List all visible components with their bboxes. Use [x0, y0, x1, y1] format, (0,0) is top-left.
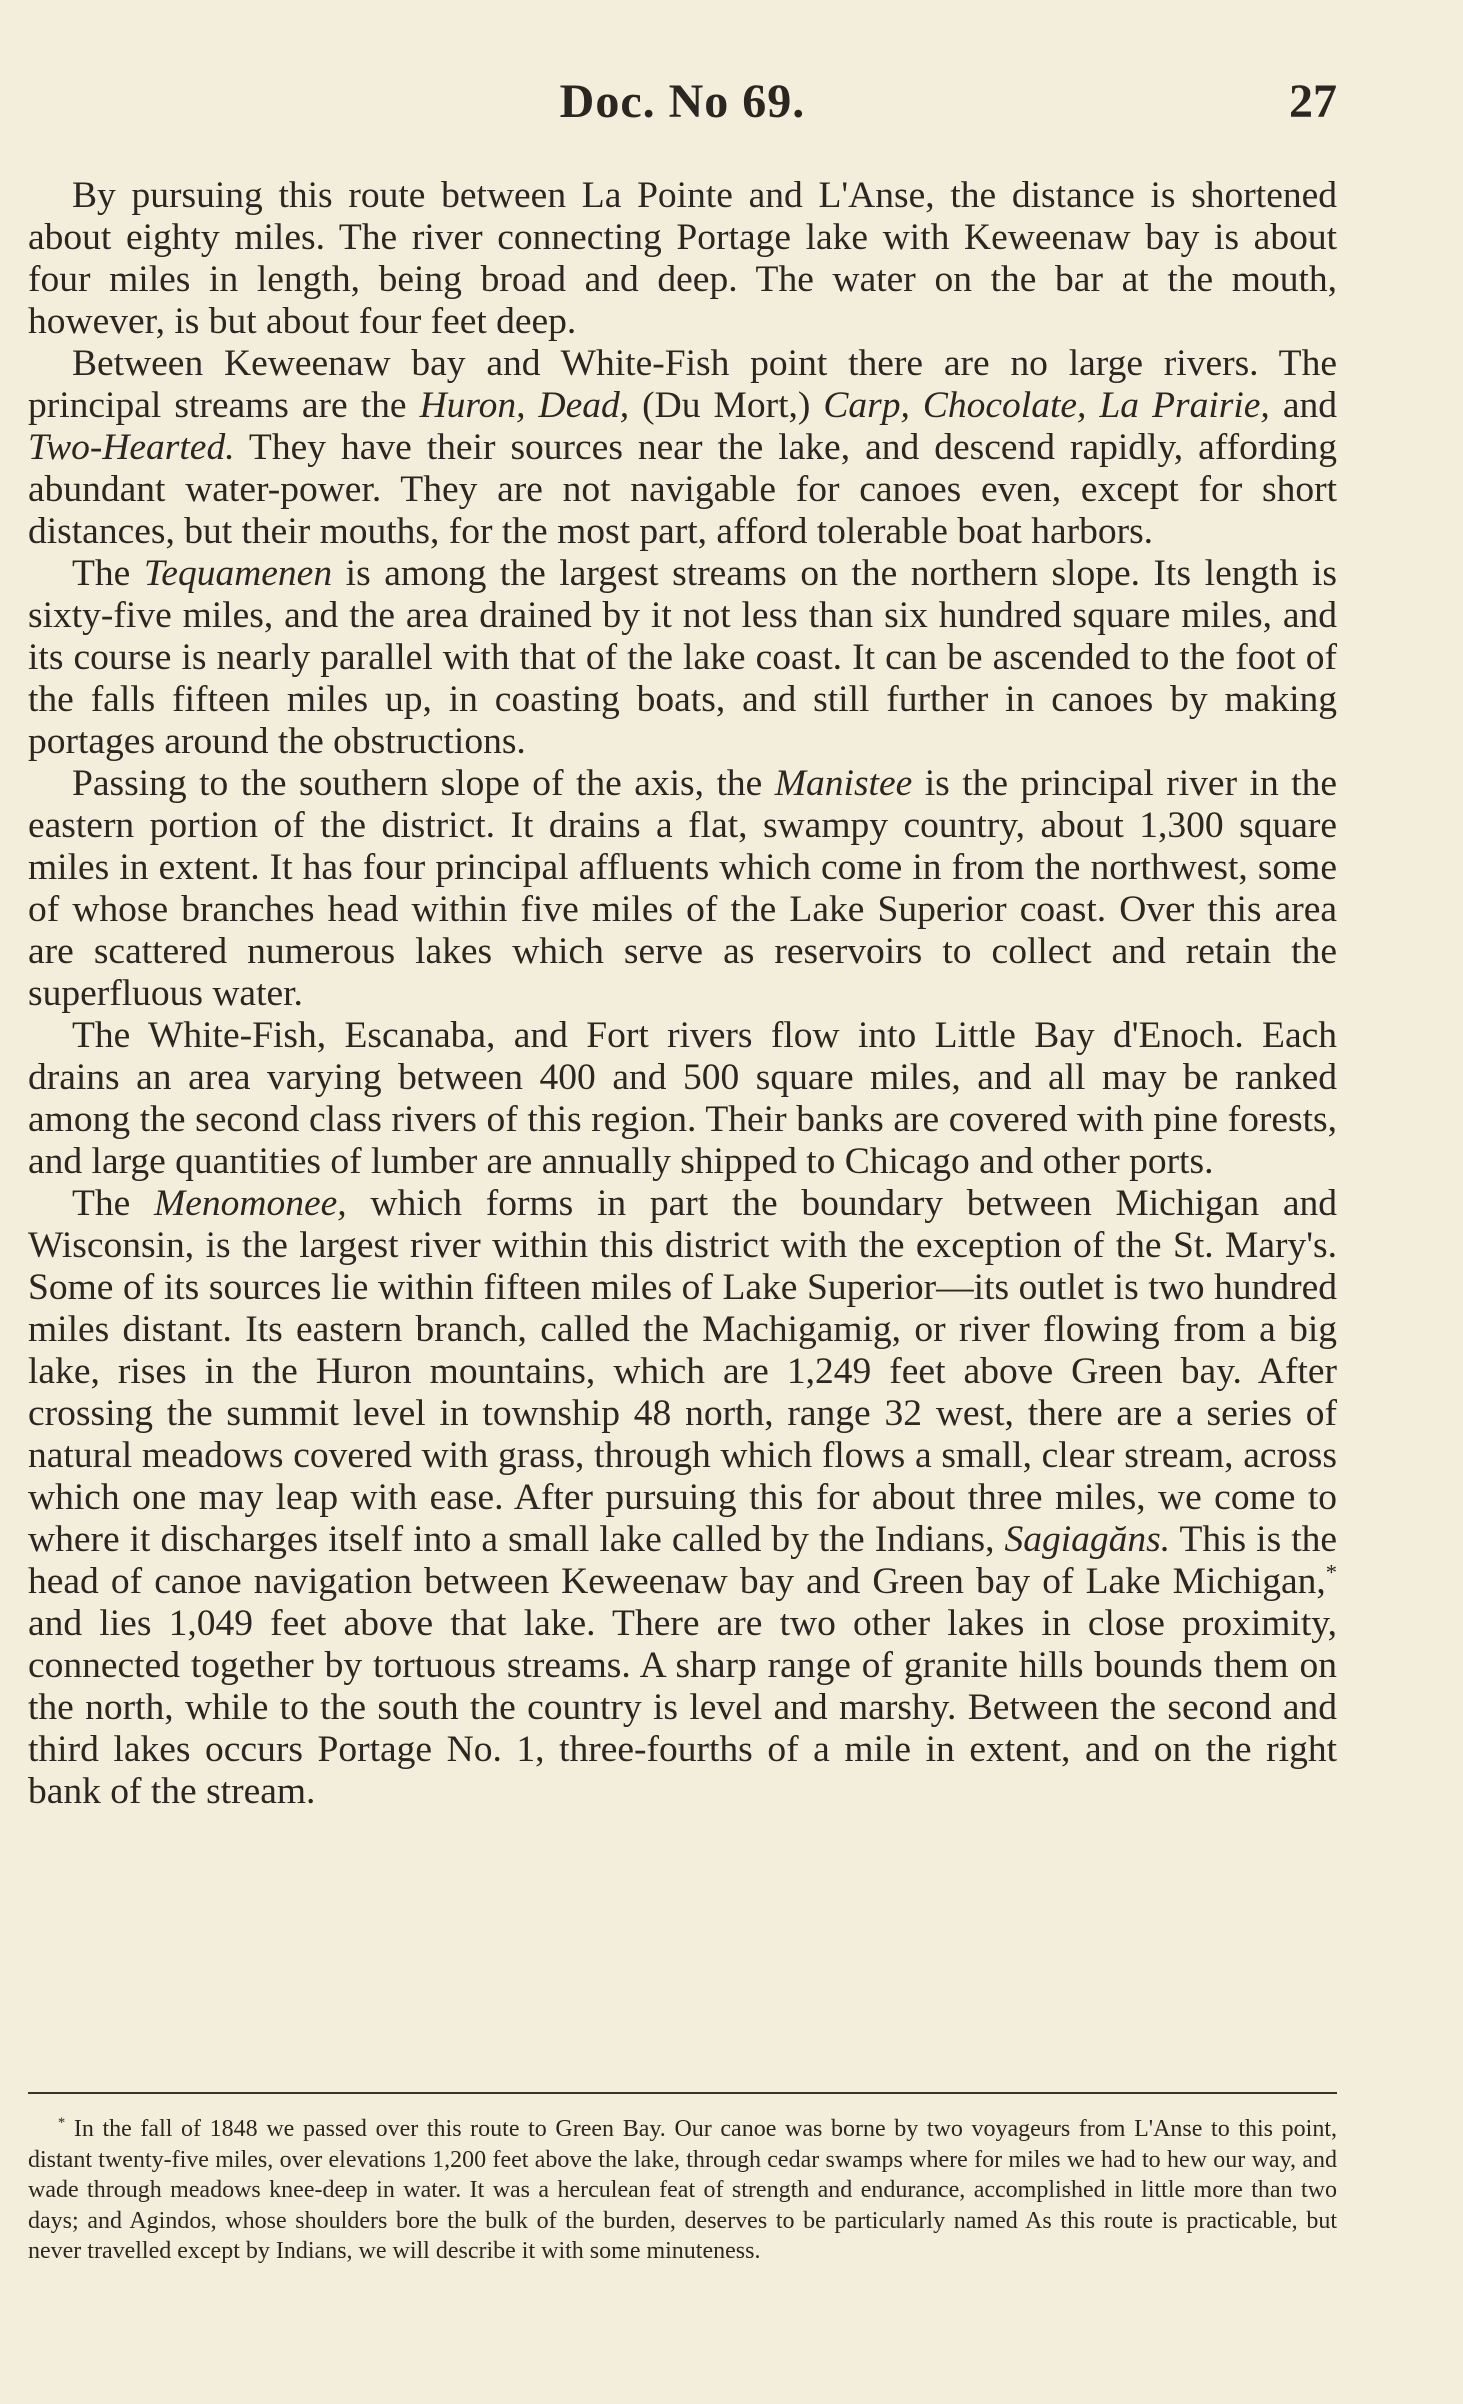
river-name-italic: Huron, Dead,	[419, 385, 630, 426]
paragraph-text: This is the head of canoe navigation between Keweenaw bay and Green bay of Lake Michigan,	[28, 1519, 1338, 1602]
body-text	[28, 175, 1337, 1813]
page-number: 27	[1289, 75, 1337, 128]
paragraph-route	[28, 175, 1337, 343]
paragraph-text: By pursuing this route between La Pointe and L'Anse, the distance is shortened about eighty miles. The river connecting Portage lake with Keweenaw bay is about four miles in length, being broad and deep. The water on the bar at the mouth, however, is but about four feet deep.	[28, 175, 1337, 342]
footnote-text: In the fall of 1848 we passed over this route to Green Bay. Our canoe was borne by two voyageurs from L'Anse to this point, distant twenty-five miles, over elevations 1,200 feet above the lake, through cedar swamps where for miles we had to hew our way, and wade through meadows knee-deep in water. It was a herculean feat of strength and endurance, accomplished in little more than two days; and Agindos, whose shoulders bore the bulk of the burden, deserves to be particularly named As this route is practicable, but never travelled except by Indians, we will describe it with some minuteness.	[28, 2116, 1338, 2264]
river-name-italic: Manistee	[774, 763, 913, 804]
lake-name-italic: Sagiagăns.	[1004, 1519, 1171, 1560]
footnote-divider	[28, 2092, 1337, 2094]
footnote-reference: *	[1325, 1559, 1337, 1585]
paragraph-text: The	[72, 553, 144, 594]
paragraph-text: is among the largest streams on the northern slope. Its length is sixty-five miles, and the area drained by it not less than six hundred square miles, and its course is nearly parallel with that of the lake coast. It can be ascended to the foot of the falls fifteen miles up, in coasting boats, and still further in canoes by making portages around the obstructions.	[28, 553, 1337, 762]
paragraph-text: which forms in part the boundary between Michigan and Wisconsin, is the largest river within this district with the exception of the St. Mary's. Some of its sources lie within fifteen miles of Lake Superior—its outlet is two hundred miles distant. Its eastern branch, called the Machigamig, or river flowing from a big lake, rises in the Huron mountains, which are 1,249 feet above Green bay. After crossing the summit level in township 48 north, range 32 west, there are a series of natural meadows covered with grass, through which flows a small, clear stream, across which one may leap with ease. After pursuing this for about three miles, we come to where it discharges itself into a small lake called by the Indians,	[28, 1183, 1337, 1560]
paragraph-tequamenen	[28, 553, 1337, 763]
paragraph-text: The White-Fish, Escanaba, and Fort rivers flow into Little Bay d'Enoch. Each drains an area varying between 400 and 500 square miles, and all may be ranked among the second class rivers of this region. Their banks are covered with pine forests, and large quantities of lumber are annually shipped to Chicago and other ports.	[28, 1015, 1337, 1182]
footnote-paragraph	[28, 2114, 1337, 2267]
paragraph-text: The	[72, 1183, 155, 1224]
paragraph-text: They have their sources near the lake, and descend rapidly, affording abundant water-power. They are not navigable for canoes even, except for short distances, but their mouths, for the most part, afford tolerable boat harbors.	[28, 427, 1337, 552]
paragraph-streams	[28, 343, 1337, 553]
paragraph-text: Passing to the southern slope of the axis, the	[72, 763, 775, 804]
river-name-italic: Menomonee,	[154, 1183, 347, 1224]
paragraph-text: is the principal river in the eastern portion of the district. It drains a flat, swampy country, about 1,300 square miles in extent. It has four principal affluents which come in from the northwest, some of whose branches head within five miles of the Lake Superior coast. Over this area are scattered numerous lakes which serve as reservoirs to collect and retain the superfluous water.	[28, 763, 1337, 1014]
paragraph-white-fish	[28, 1015, 1337, 1183]
paragraph-manistee	[28, 763, 1337, 1015]
paragraph-text: and	[1269, 385, 1337, 426]
paragraph-text: Between Keweenaw bay and White-Fish point there are no large rivers. The principal streams are the	[28, 343, 1337, 426]
river-name-italic: Two-Hearted.	[28, 427, 235, 468]
paragraph-text: and lies 1,049 feet above that lake. There are two other lakes in close proximity, connected together by tortuous streams. A sharp range of granite hills bounds them on the north, while to the south the country is level and marshy. Between the second and third lakes occurs Portage No. 1, three-fourths of a mile in extent, and on the right bank of the stream.	[28, 1603, 1337, 1812]
page-header	[28, 74, 1337, 134]
river-name-italic: Carp, Chocolate, La Prairie,	[823, 385, 1270, 426]
running-head: Doc. No 69.	[559, 75, 806, 128]
paragraph-menomonee	[28, 1183, 1337, 1813]
paragraph-text: (Du Mort,)	[629, 385, 824, 426]
footnote	[28, 2114, 1337, 2267]
river-name-italic: Tequamenen	[143, 553, 333, 594]
footnote-marker: *	[58, 2115, 66, 2131]
